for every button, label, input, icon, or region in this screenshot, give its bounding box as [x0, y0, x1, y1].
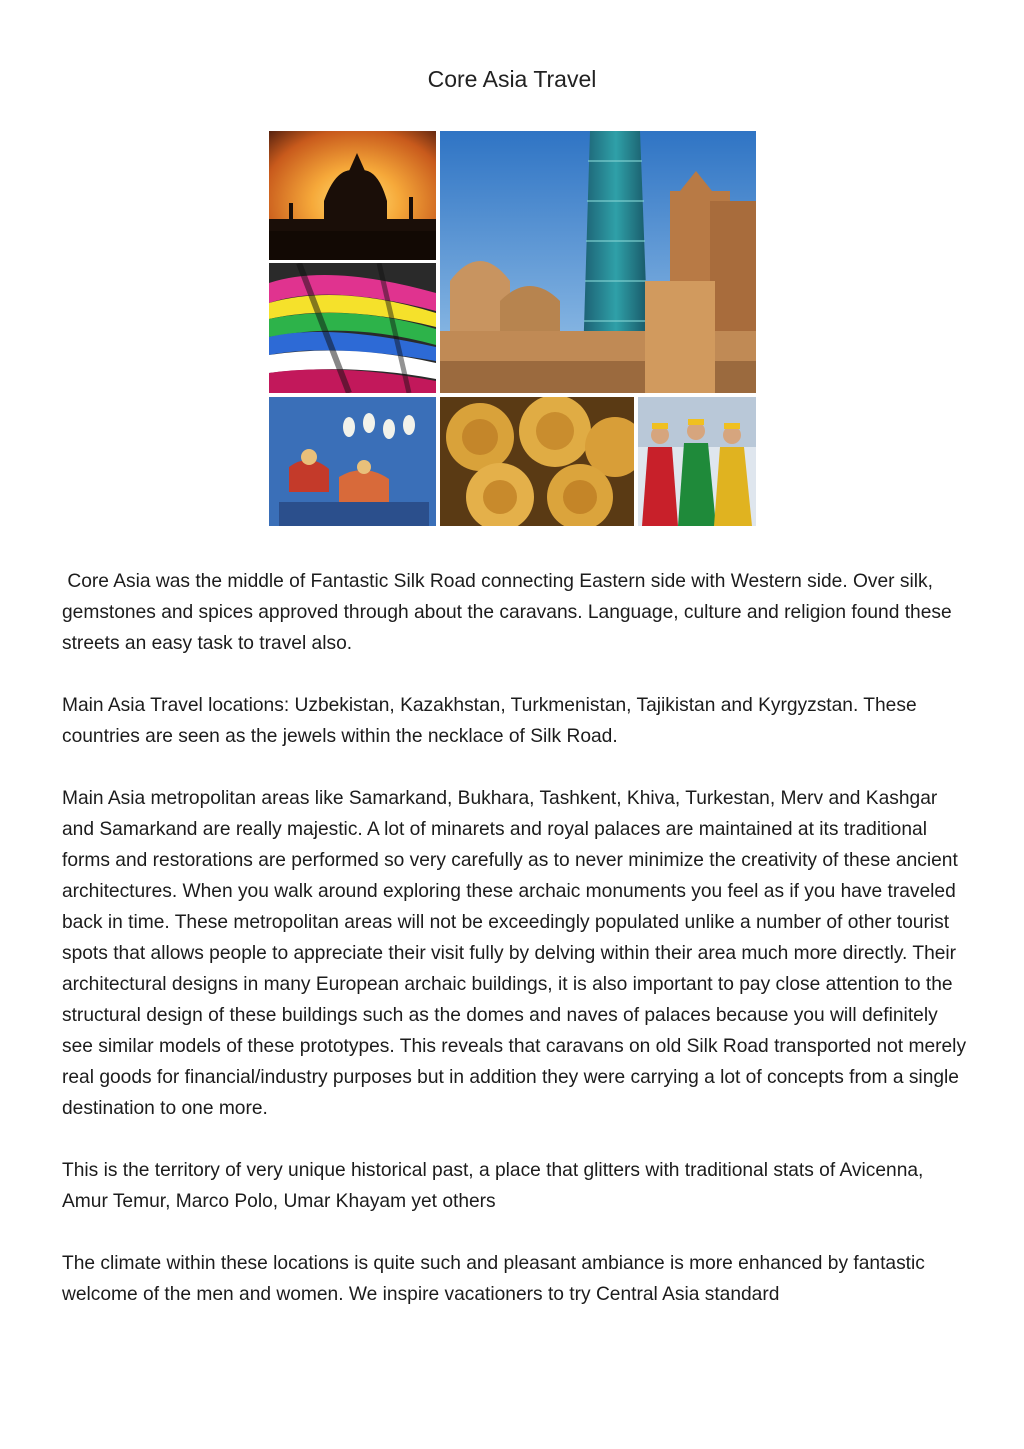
paragraph: Core Asia was the middle of Fantastic Silk Road connecting Eastern side with Western side. Over silk, gemstones and spices approved through about the caravans. Language, culture and religion found these streets an easy task to travel also. [62, 571, 957, 654]
sunset-silhouette-image [269, 131, 436, 260]
page-title: Core Asia Travel [427, 66, 597, 92]
silk-fabric-image [269, 263, 436, 393]
photo-collage [269, 131, 756, 526]
khiva-minaret-image [440, 131, 756, 393]
paragraph: Main Asia Travel locations: Uzbekistan, Kazakhstan, Turkmenistan, Tajikistan and Kyrgyzstan. These countries are seen as the jewels within the necklace of Silk Road. [62, 695, 917, 747]
paragraph: The climate within these locations is quite such and pleasant ambiance is more enhanced by fantastic welcome of the men and women. We inspire vacationers to try Central Asia standard [62, 1253, 925, 1305]
paragraph: Main Asia metropolitan areas like Samarkand, Bukhara, Tashkent, Khiva, Turkestan, Merv and Kashgar and Samarkand are really majestic. A lot of minarets and royal palaces are maintained at its traditional forms and restorations are performed so very carefully as to never minimize the creativity of these ancient architectures. When you walk around exploring these archaic monuments you feel as if you have traveled back in time. These metropolitan areas will not be exceedingly populated unlike a number of other tourist spots that allows people to appreciate their visit fully by delving within their area much more directly. Their architectural designs in many European archaic buildings, it is also important to pay close attention to the structural design of these buildings such as the domes and naves of palaces because you will definitely see similar models of these prototypes. This reveals that caravans on old Silk Road transported not merely real goods for financial/industry purposes but in addition they were carrying a lot of concepts from a single destination to one more. [62, 788, 967, 1119]
miniature-painting-image [269, 397, 436, 526]
article-body [62, 566, 972, 1341]
bread-image [440, 397, 634, 526]
paragraph: This is the territory of very unique historical past, a place that glitters with traditional stats of Avicenna, Amur Temur, Marco Polo, Umar Khayam yet others [62, 1160, 924, 1212]
dancers-image [638, 397, 756, 526]
